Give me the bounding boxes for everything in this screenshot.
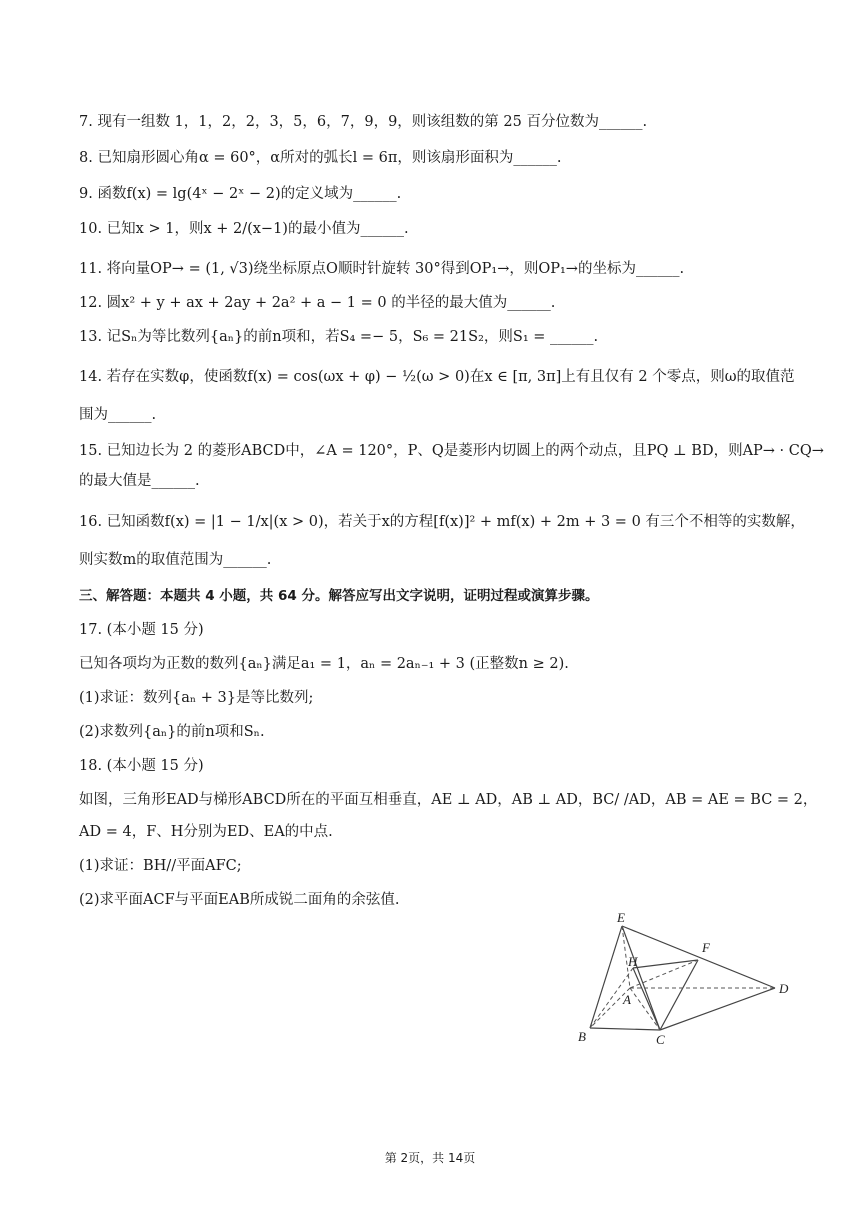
question-9: 9. 函数f(x) = lg(4ˣ − 2ˣ − 2)的定义域为______. bbox=[79, 186, 402, 202]
label-B: B bbox=[578, 1029, 586, 1044]
question-7: 7. 现有一组数 1，1，2，2，3，5，6，7，9，9，则该组数的第 25 百分位数为______. bbox=[79, 114, 648, 130]
question-17-part2: (2)求数列{aₙ}的前n项和Sₙ. bbox=[79, 724, 265, 740]
question-13: 13. 记Sₙ为等比数列{aₙ}的前n项和，若S₄ =− 5，S₆ = 21S₂，则S₁ = ______. bbox=[79, 329, 599, 345]
label-E: E bbox=[617, 910, 625, 925]
section-heading: 三、解答题：本题共 4 小题，共 64 分。解答应写出文字说明，证明过程或演算步骤。 bbox=[79, 588, 599, 604]
question-12: 12. 圆x² + y + ax + 2ay + 2a² + a − 1 = 0 的半径的最大值为______. bbox=[79, 295, 556, 311]
label-H: H bbox=[628, 954, 638, 969]
question-11: 11. 将向量OP→ = (1, √3)绕坐标原点O顺时针旋转 30°得到OP₁→，则OP₁→的坐标为______. bbox=[79, 261, 685, 277]
edge-CD bbox=[660, 988, 775, 1030]
question-18-part1: (1)求证：BH//平面AFC; bbox=[79, 858, 242, 874]
question-14: 14. 若存在实数φ，使函数f(x) = cos(ωx + φ) − ½(ω > 0)在x ∈ [π, 3π]上有且仅有 2 个零点，则ω的取值范 bbox=[79, 369, 795, 385]
question-18-stem: 如图，三角形EAD与梯形ABCD所在的平面互相垂直，AE ⊥ AD，AB ⊥ AD，BC/ /AD，AB = AE = BC = 2， bbox=[79, 792, 818, 808]
edge-EC bbox=[622, 926, 660, 1030]
label-F: F bbox=[702, 940, 710, 955]
question-17-stem: 已知各项均为正数的数列{aₙ}满足a₁ = 1，aₙ = 2aₙ₋₁ + 3 (正整数n ≥ 2). bbox=[79, 656, 569, 672]
question-16: 16. 已知函数f(x) = |1 − 1/x|(x > 0)，若关于x的方程[f(x)]² + mf(x) + 2m + 3 = 0 有三个不相等的实数解， bbox=[79, 514, 805, 530]
question-17-part1: (1)求证：数列{aₙ + 3}是等比数列; bbox=[79, 690, 314, 706]
question-18-title: 18. (本小题 15 分) bbox=[79, 758, 204, 774]
edge-FC bbox=[660, 960, 698, 1030]
question-16-cont: 则实数m的取值范围为______. bbox=[79, 552, 272, 568]
edge-BC bbox=[590, 1028, 660, 1030]
label-C: C bbox=[656, 1032, 665, 1047]
label-A: A bbox=[623, 992, 631, 1007]
question-18-part2: (2)求平面ACF与平面EAB所成锐二面角的余弦值. bbox=[79, 892, 400, 908]
question-14-cont: 围为______. bbox=[79, 407, 157, 423]
question-8: 8. 已知扇形圆心角α = 60°，α所对的弧长l = 6π，则该扇形面积为______. bbox=[79, 150, 562, 166]
geometry-figure bbox=[570, 908, 800, 1048]
edge-ED bbox=[622, 926, 775, 988]
question-15-cont: 的最大值是______. bbox=[79, 473, 200, 489]
label-D: D bbox=[779, 981, 789, 996]
question-17-title: 17. (本小题 15 分) bbox=[79, 622, 204, 638]
edge-EB bbox=[590, 926, 622, 1028]
page-footer: 第 2页，共 14页 bbox=[384, 1151, 476, 1165]
question-10: 10. 已知x > 1，则x + 2/(x−1)的最小值为______. bbox=[79, 221, 409, 237]
question-15: 15. 已知边长为 2 的菱形ABCD中，∠A = 120°，P、Q是菱形内切圆上的两个动点，且PQ ⊥ BD，则AP→ · CQ→ bbox=[79, 443, 824, 459]
question-18-stem-cont: AD = 4，F、H分别为ED、EA的中点. bbox=[79, 824, 333, 840]
